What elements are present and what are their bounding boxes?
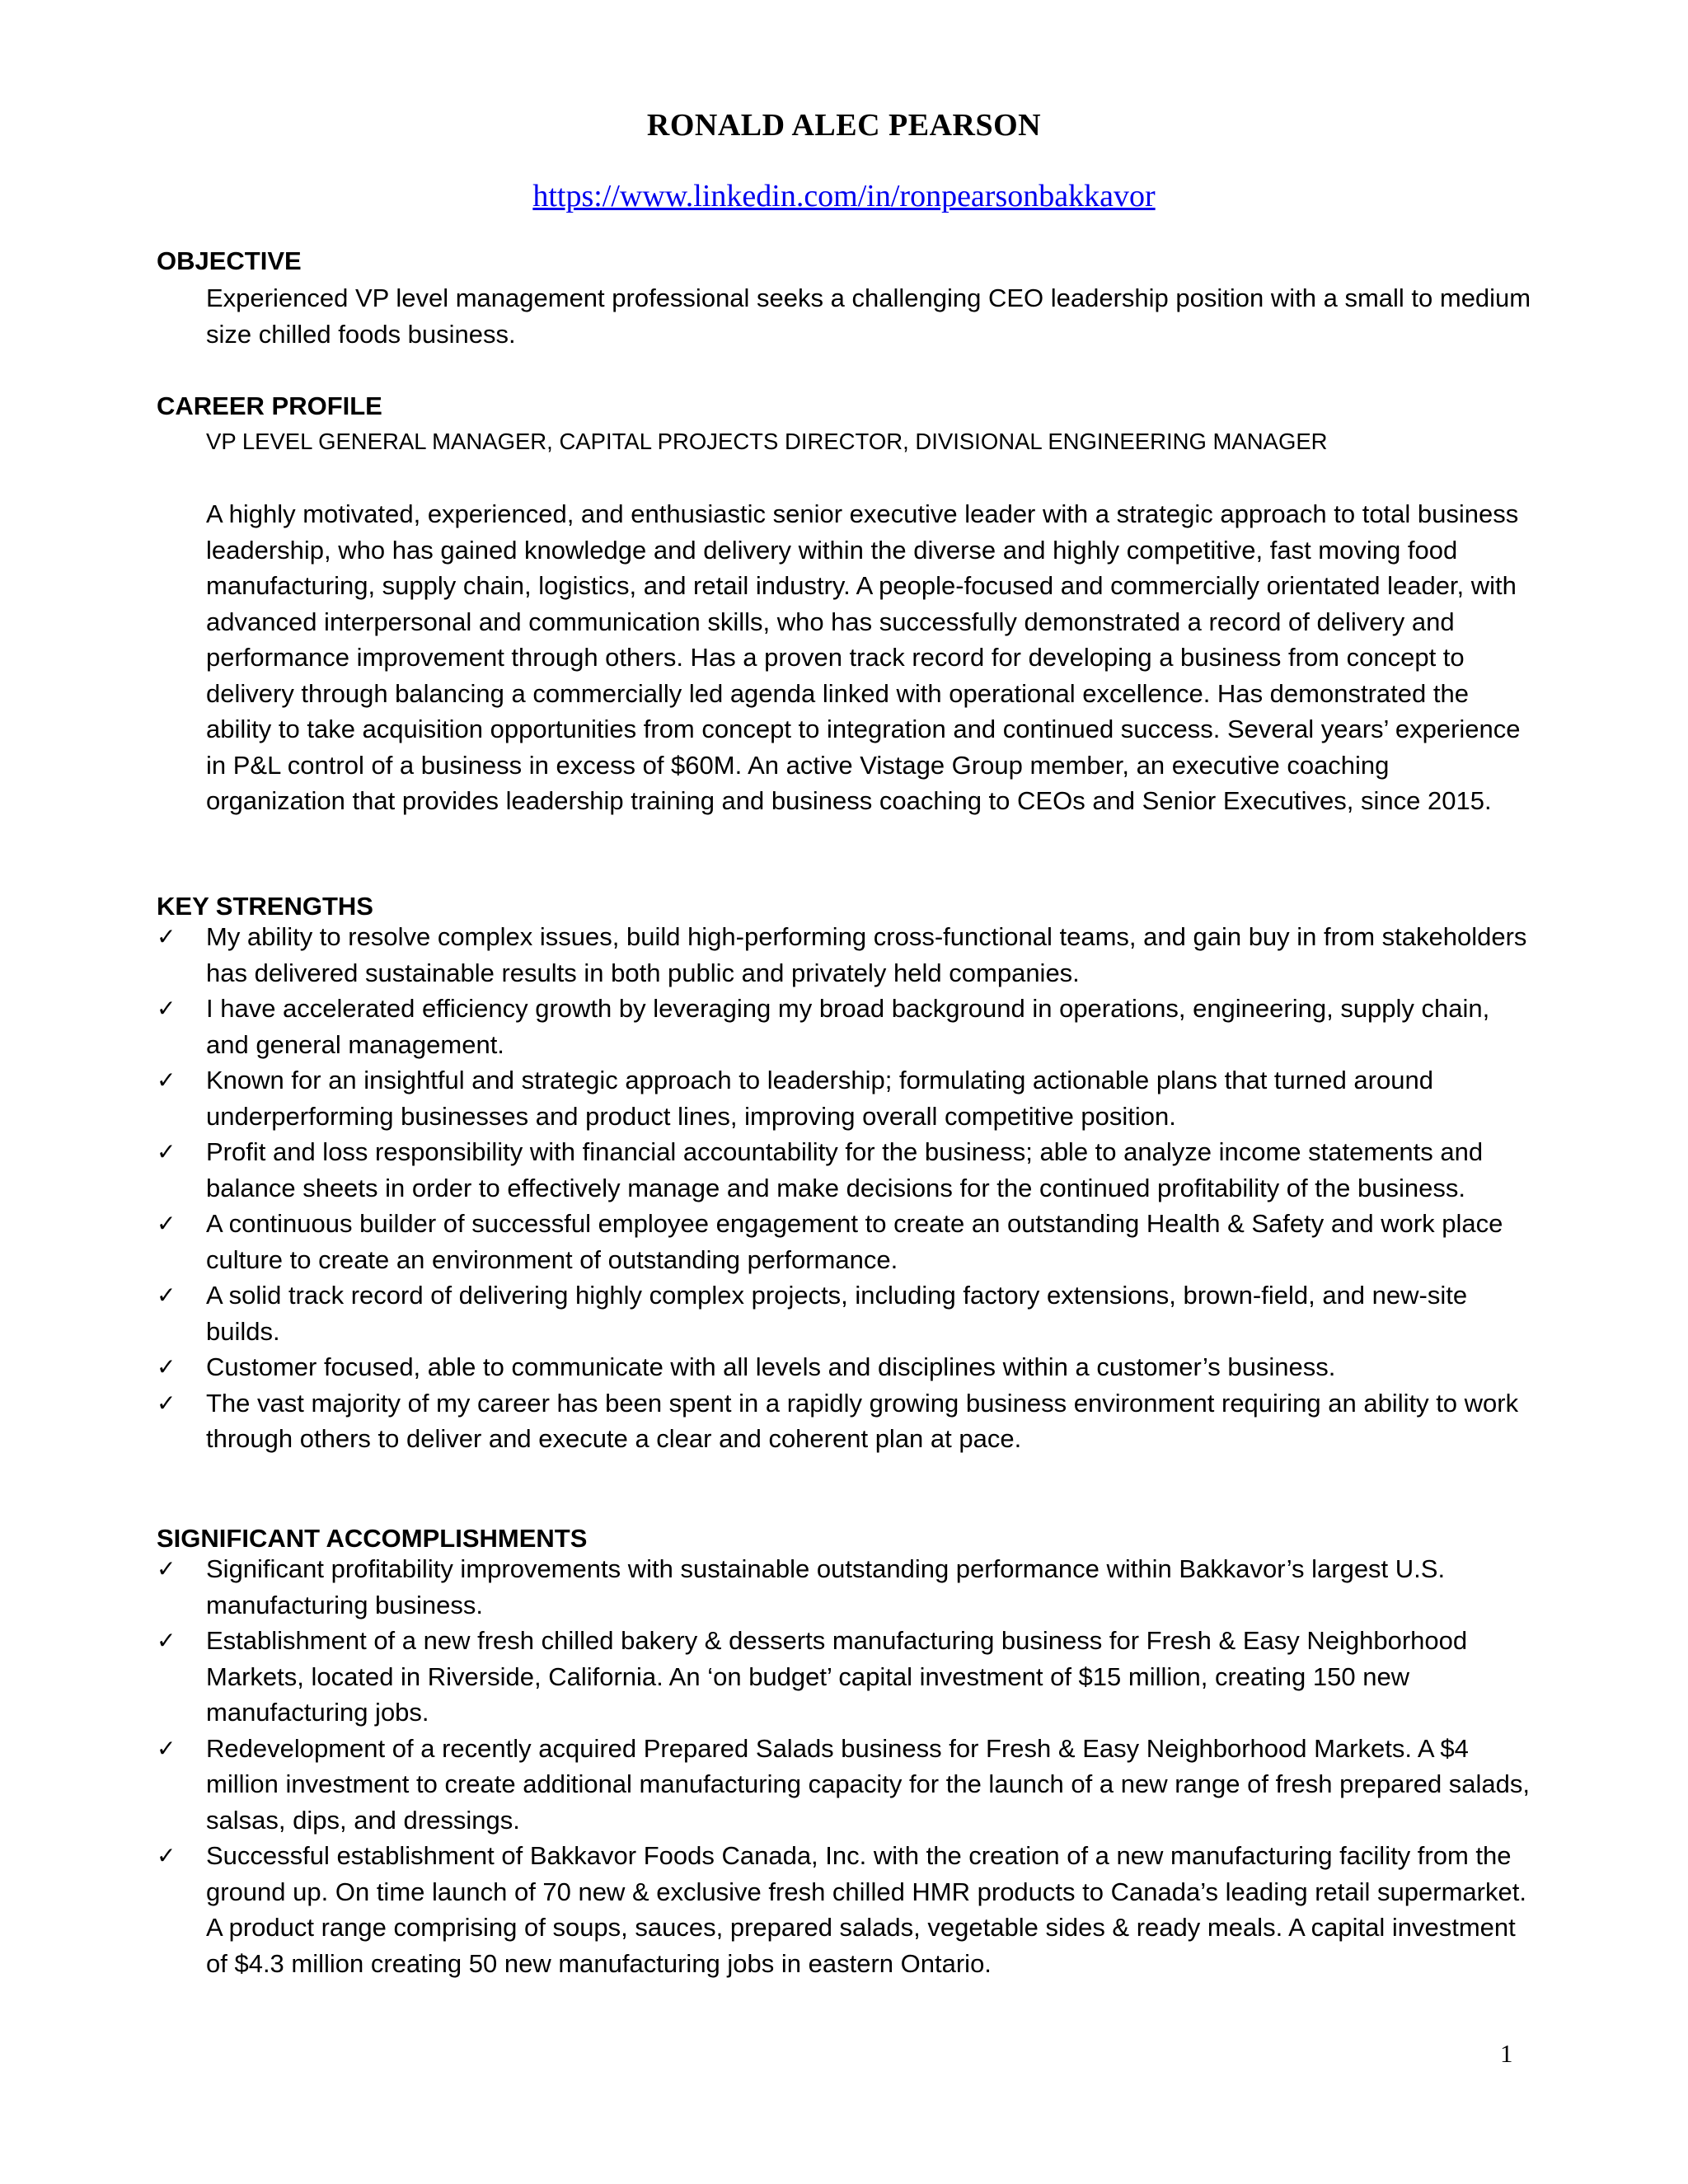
check-icon: ✓: [157, 1389, 176, 1417]
list-item: [157, 1062, 1535, 1134]
list-item: [157, 991, 1535, 1062]
list-item-text: The vast majority of my career has been spent in a rapidly growing business environment requiring an ability to work through others to deliver and execute a clear and coherent plan at pace.: [206, 1388, 1519, 1453]
list-item-text: My ability to resolve complex issues, build high-performing cross-functional teams, and gain buy in from stakeholders has delivered sustainable results in both public and privately held companies.: [206, 922, 1527, 987]
list-item: [157, 1134, 1535, 1206]
check-icon: ✓: [157, 1555, 176, 1582]
list-item: [157, 1206, 1535, 1277]
check-icon: ✓: [157, 1282, 176, 1309]
list-item-text: Establishment of a new fresh chilled bakery & desserts manufacturing business for Fresh & Easy Neighborhood Markets, located in Riverside, California. An ‘on budget’ capital investment of $15 million, creating 150 new manufacturing jobs.: [206, 1626, 1468, 1727]
list-item-text: Significant profitability improvements with sustainable outstanding performance within Bakkavor’s largest U.S. manufacturing business.: [206, 1554, 1446, 1619]
check-icon: ✓: [157, 1734, 176, 1762]
list-item: [157, 1623, 1535, 1731]
list-item: [157, 1277, 1535, 1349]
list-item-text: Customer focused, able to communicate with all levels and disciplines within a customer’s business.: [206, 1352, 1336, 1381]
check-icon: ✓: [157, 1066, 176, 1094]
page-number: 1: [1500, 2039, 1513, 2068]
check-icon: ✓: [157, 1842, 176, 1869]
list-item: [157, 1838, 1535, 1981]
check-icon: ✓: [157, 995, 176, 1022]
check-icon: ✓: [157, 1210, 176, 1237]
list-item: [157, 1385, 1535, 1457]
list-item-text: Successful establishment of Bakkavor Foods Canada, Inc. with the creation of a new manufacturing facility from the ground up. On time launch of 70 new & exclusive fresh chilled HMR products to Canada’s leading retail supermarket. A product range comprising of soups, sauces, prepared salads, vegetable sides & ready meals. A capital investment of $4.3 million creating 50 new manufacturing jobs in eastern Ontario.: [206, 1841, 1526, 1978]
accomplishments-list: [157, 1551, 1535, 1981]
list-item-text: Known for an insightful and strategic approach to leadership; formulating actionable plans that turned around underperforming businesses and product lines, improving overall competitive position.: [206, 1066, 1433, 1131]
check-icon: ✓: [157, 1138, 176, 1165]
objective-text: Experienced VP level management professional seeks a challenging CEO leadership position with a small to medium size chilled foods business.: [206, 284, 1531, 349]
list-item: [157, 1349, 1535, 1385]
career-profile-heading: CAREER PROFILE: [157, 391, 382, 420]
objective-heading: OBJECTIVE: [157, 246, 302, 275]
accomplishments-heading: SIGNIFICANT ACCOMPLISHMENTS: [157, 1524, 588, 1553]
linkedin-link[interactable]: https://www.linkedin.com/in/ronpearsonbakkavor: [532, 179, 1156, 213]
list-item-text: Profit and loss responsibility with financial accountability for the business; able to analyze income statements and balance sheets in order to effectively manage and make decisions for the continued profitability of the business.: [206, 1137, 1484, 1202]
check-icon: ✓: [157, 923, 176, 950]
list-item-text: I have accelerated efficiency growth by leveraging my broad background in operations, engineering, supply chain, and general management.: [206, 994, 1490, 1059]
key-strengths-heading: KEY STRENGTHS: [157, 892, 373, 921]
check-icon: ✓: [157, 1353, 176, 1380]
key-strengths-list: [157, 919, 1535, 1457]
check-icon: ✓: [157, 1627, 176, 1654]
list-item: [157, 919, 1535, 991]
list-item: [157, 1551, 1535, 1623]
list-item-text: Redevelopment of a recently acquired Prepared Salads business for Fresh & Easy Neighborhood Markets. A $4 million investment to create additional manufacturing capacity for the launch of a new range of fresh prepared salads, salsas, dips, and dressings.: [206, 1733, 1531, 1835]
list-item-text: A continuous builder of successful employee engagement to create an outstanding Health & Safety and work place culture to create an environment of outstanding performance.: [206, 1209, 1503, 1274]
candidate-name: RONALD ALEC PEARSON: [646, 108, 1042, 143]
list-item: [157, 1731, 1535, 1839]
list-item-text: A solid track record of delivering highly complex projects, including factory extensions, brown-field, and new-site builds.: [206, 1281, 1468, 1346]
career-profile-summary: A highly motivated, experienced, and enthusiastic senior executive leader with a strategic approach to total business leadership, who has gained knowledge and delivery within the diverse and highly competitive, fast moving food manufacturing, supply chain, logistics, and retail industry. A people-focused and commercially orientated leader, with advanced interpersonal and communication skills, who has successfully demonstrated a record of delivery and performance improvement through others. Has a proven track record for developing a business from concept to delivery through balancing a commercially led agenda linked with operational excellence. Has demonstrated the ability to take acquisition opportunities from concept to integration and continued success. Several years’ experience in P&L control of a business in excess of $60M. An active Vistage Group member, an executive coaching organization that provides leadership training and business coaching to CEOs and Senior Executives, since 2015.: [206, 499, 1521, 815]
career-profile-subtitle: VP LEVEL GENERAL MANAGER, CAPITAL PROJECTS DIRECTOR, DIVISIONAL ENGINEERING MANAGER: [206, 429, 1328, 454]
